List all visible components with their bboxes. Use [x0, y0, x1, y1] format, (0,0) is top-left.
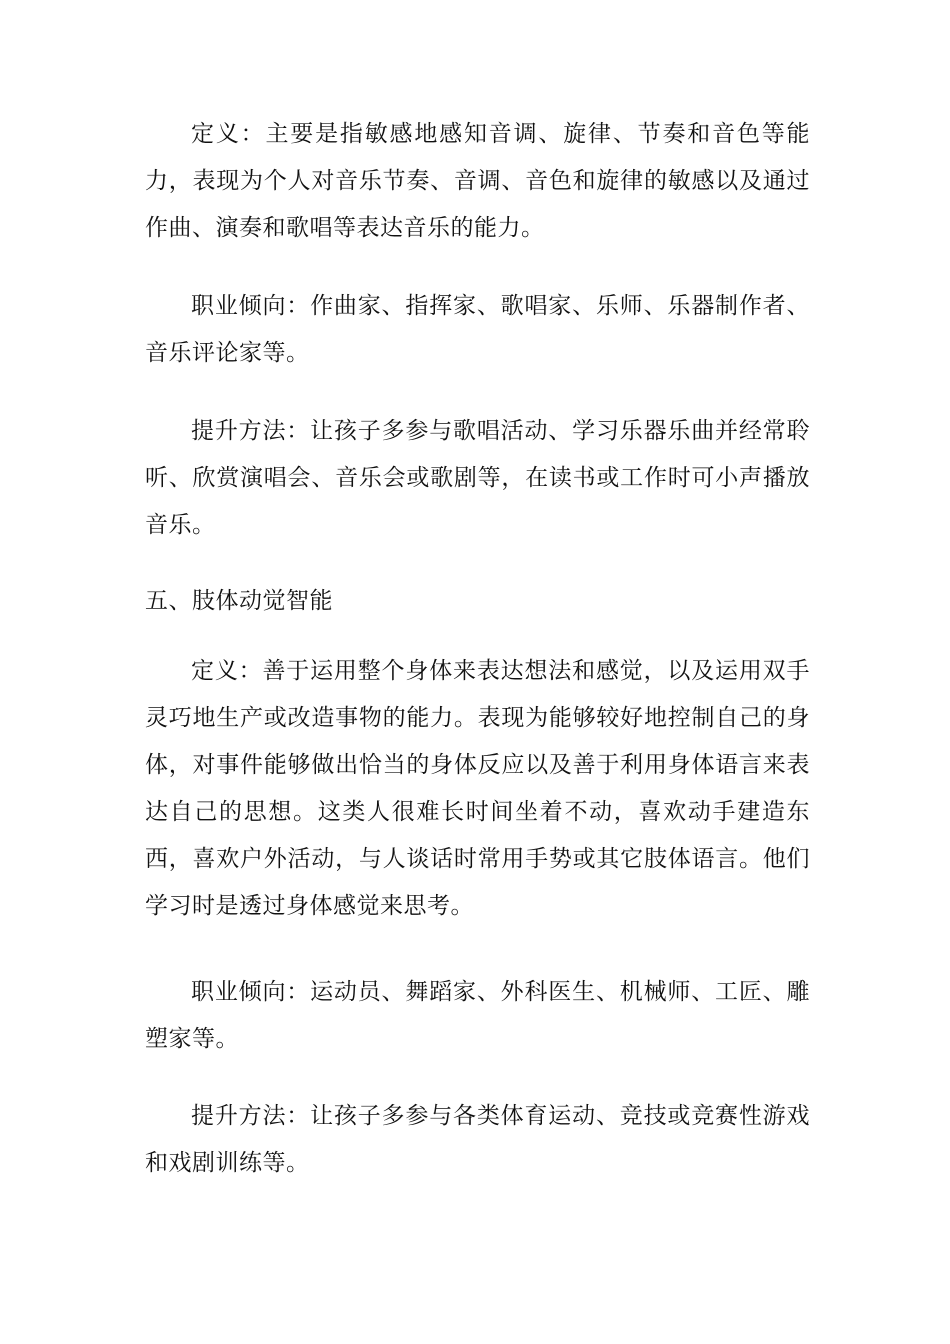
kinesthetic-improvement-paragraph: 提升方法：让孩子多参与各类体育运动、竞技或竞赛性游戏和戏剧训练等。 [145, 1103, 810, 1176]
music-career-paragraph: 职业倾向：作曲家、指挥家、歌唱家、乐师、乐器制作者、音乐评论家等。 [145, 293, 810, 366]
kinesthetic-definition-paragraph: 定义：善于运用整个身体来表达想法和感觉，以及运用双手灵巧地生产或改造事物的能力。表现为能够较好地控制自己的身体，对事件能够做出恰当的身体反应以及善于利用身体语言来表达自己的思想。这类人很难长时间坐着不动，喜欢动手建造东西，喜欢户外活动，与人谈话时常用手势或其它肢体语言。他们学习时是透过身体感觉来思考。 [145, 658, 810, 919]
music-improvement-paragraph: 提升方法：让孩子多参与歌唱活动、学习乐器乐曲并经常聆听、欣赏演唱会、音乐会或歌剧等，在读书或工作时可小声播放音乐。 [145, 418, 810, 538]
section-heading-bodily-kinesthetic: 五、肢体动觉智能 [145, 588, 333, 614]
kinesthetic-career-paragraph: 职业倾向：运动员、舞蹈家、外科医生、机械师、工匠、雕塑家等。 [145, 979, 810, 1052]
music-definition-paragraph: 定义：主要是指敏感地感知音调、旋律、节奏和音色等能力，表现为个人对音乐节奏、音调、音色和旋律的敏感以及通过作曲、演奏和歌唱等表达音乐的能力。 [145, 121, 810, 241]
